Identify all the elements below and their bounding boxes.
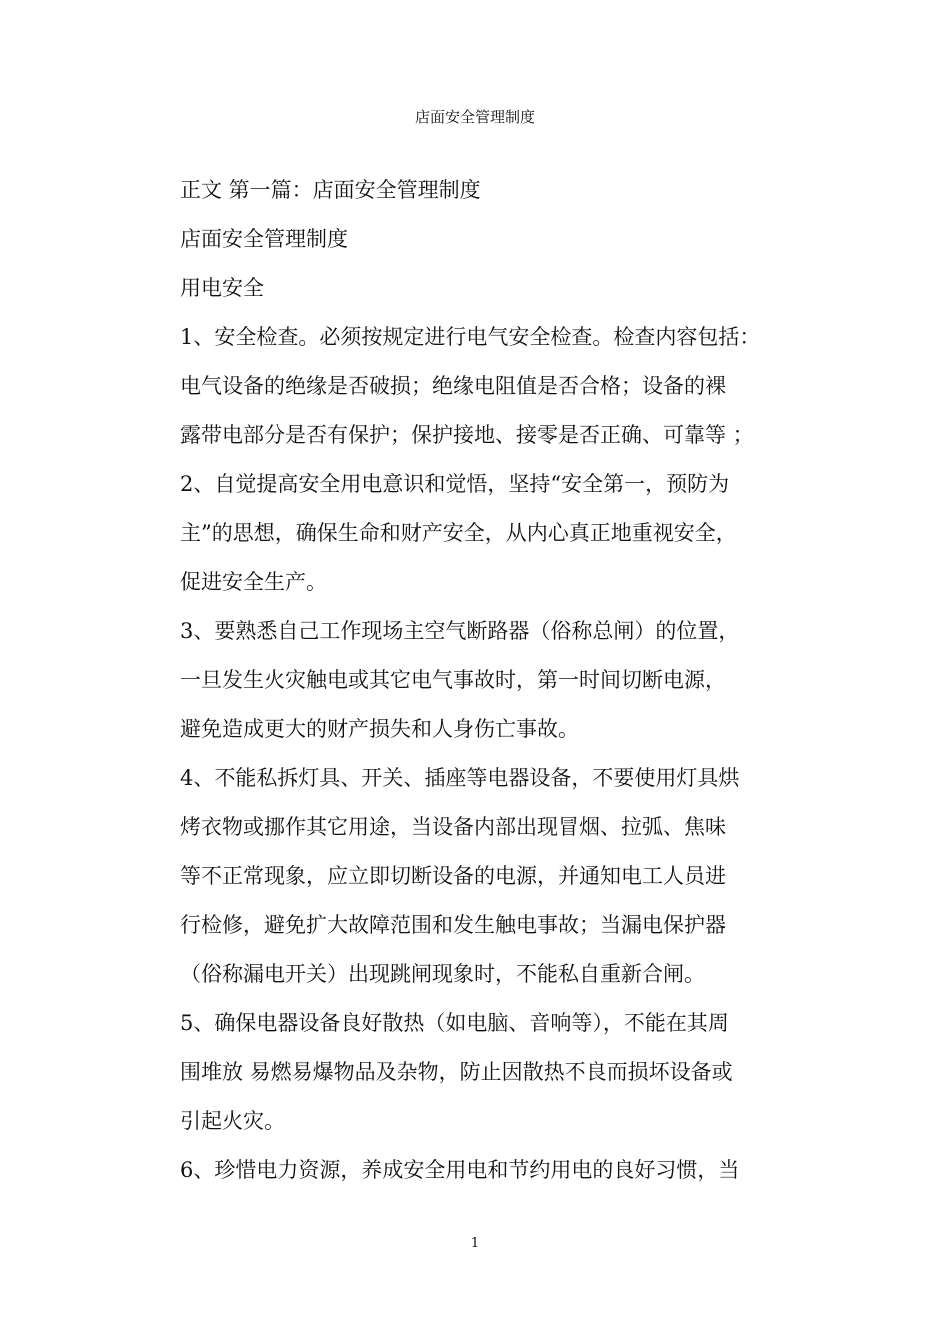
paragraph-line: 5、确保电器设备良好散热（如电脑、音响等），不能在其周 [180, 1011, 729, 1035]
paragraph-line: 露带电部分是否有保护；保护接地、接零是否正确、可靠等 ； [180, 423, 754, 447]
paragraph-line: 等不正常现象，应立即切断设备的电源，并通知电工人员进 [180, 864, 726, 888]
paragraph-line: 避免造成更大的财产损失和人身伤亡事故。 [180, 717, 579, 741]
document-body [180, 166, 780, 1195]
paragraph-line: 2、自觉提高安全用电意识和觉悟，坚持“安全第一，预防为 [180, 472, 730, 496]
paragraph-line: 6、珍惜电力资源，养成安全用电和节约用电的良好习惯，当 [180, 1158, 740, 1182]
paragraph-line: 一旦发生火灾触电或其它电气事故时，第一时间切断电源， [180, 668, 726, 692]
paragraph-line: （俗称漏电开关）出现跳闸现象时，不能私自重新合闸。 [180, 962, 705, 986]
paragraph-line: 烤衣物或挪作其它用途，当设备内部出现冒烟、拉弧、焦味 [180, 815, 726, 839]
paragraph-line: 3、要熟悉自己工作现场主空气断路器（俗称总闸）的位置， [180, 619, 740, 643]
heading-main: 正文 第一篇：店面安全管理制度 [180, 178, 481, 202]
paragraph-line: 电气设备的绝缘是否破损；绝缘电阻值是否合格；设备的裸 [180, 374, 726, 398]
paragraph-line: 1、安全检查。必须按规定进行电气安全检查。检查内容包括： [180, 325, 761, 349]
paragraph-line: 引起火灾。 [180, 1109, 285, 1133]
page-number: 1 [470, 1236, 480, 1251]
section-title-electric-safety: 用电安全 [180, 276, 264, 300]
paragraph-line: 主”的思想，确保生命和财产安全，从内心真正地重视安全， [180, 521, 737, 545]
paragraph-line: 围堆放 易燃易爆物品及杂物，防止因散热不良而损坏设备或 [180, 1060, 733, 1084]
page-header-title: 店面安全管理制度 [414, 108, 535, 126]
heading-sub: 店面安全管理制度 [180, 227, 348, 251]
paragraph-line: 促进安全生产。 [180, 570, 327, 594]
paragraph-line: 行检修，避免扩大故障范围和发生触电事故；当漏电保护器 [180, 913, 726, 937]
paragraph-line: 4、不能私拆灯具、开关、插座等电器设备，不要使用灯具烘 [180, 766, 740, 790]
